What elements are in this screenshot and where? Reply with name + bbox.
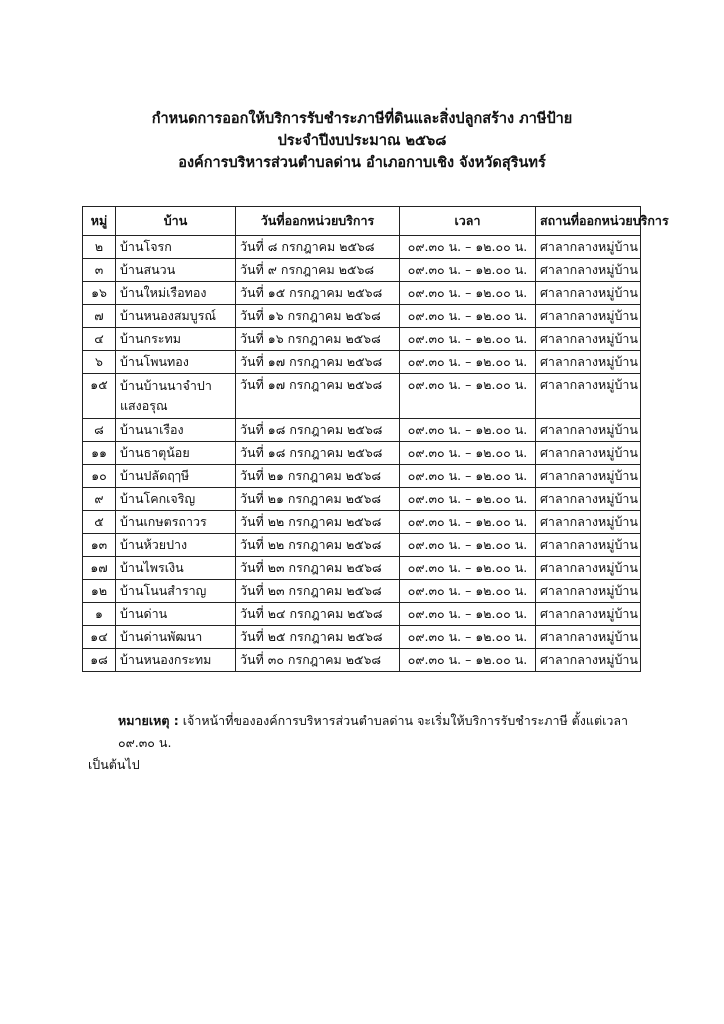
cell-moo: ๙ — [83, 488, 116, 511]
cell-place: ศาลากลางหมู่บ้าน — [536, 488, 641, 511]
cell-moo: ๑๖ — [83, 282, 116, 305]
cell-moo: ๑๘ — [83, 649, 116, 672]
cell-moo: ๑๑ — [83, 442, 116, 465]
cell-moo: ๔ — [83, 328, 116, 351]
cell-moo: ๑๗ — [83, 557, 116, 580]
table-row — [83, 374, 641, 419]
cell-date: วันที่ ๘ กรกฎาคม ๒๕๖๘ — [236, 236, 400, 259]
service-schedule-table — [82, 206, 669, 672]
remark-continuation: เป็นต้นไป — [88, 757, 140, 772]
cell-village: บ้านโจรก — [116, 236, 236, 259]
table-header-row — [83, 207, 641, 236]
table-row — [83, 465, 641, 488]
cell-moo: ๖ — [83, 351, 116, 374]
cell-moo: ๒ — [83, 236, 116, 259]
table-row — [83, 626, 641, 649]
cell-date: วันที่ ๑๘ กรกฎาคม ๒๕๖๘ — [236, 419, 400, 442]
cell-village: บ้านเกษตรถาวร — [116, 511, 236, 534]
cell-place: ศาลากลางหมู่บ้าน — [536, 626, 641, 649]
cell-place: ศาลากลางหมู่บ้าน — [536, 236, 641, 259]
cell-village: บ้านด่านพัฒนา — [116, 626, 236, 649]
cell-date: วันที่ ๒๔ กรกฎาคม ๒๕๖๘ — [236, 603, 400, 626]
cell-place: ศาลากลางหมู่บ้าน — [536, 374, 641, 419]
table-row — [83, 282, 641, 305]
cell-village: บ้านห้วยปาง — [116, 534, 236, 557]
cell-place: ศาลากลางหมู่บ้าน — [536, 419, 641, 442]
cell-time: ๐๙.๓๐ น. – ๑๒.๐๐ น. — [400, 328, 536, 351]
cell-time: ๐๙.๓๐ น. – ๑๒.๐๐ น. — [400, 442, 536, 465]
cell-date: วันที่ ๒๓ กรกฎาคม ๒๕๖๘ — [236, 557, 400, 580]
header-date: วันที่ออกหน่วยบริการ — [236, 207, 400, 236]
cell-time: ๐๙.๓๐ น. – ๑๒.๐๐ น. — [400, 419, 536, 442]
table-row — [83, 236, 641, 259]
table-row — [83, 305, 641, 328]
table-row — [83, 580, 641, 603]
cell-village: บ้านโพนทอง — [116, 351, 236, 374]
cell-village: บ้านหนองสมบูรณ์ — [116, 305, 236, 328]
table-row — [83, 259, 641, 282]
cell-date: วันที่ ๒๑ กรกฎาคม ๒๕๖๘ — [236, 488, 400, 511]
cell-village: บ้านบ้านนาจำปา แสงอรุณ — [116, 374, 236, 419]
cell-moo: ๑๓ — [83, 534, 116, 557]
cell-time: ๐๙.๓๐ น. – ๑๒.๐๐ น. — [400, 603, 536, 626]
cell-date: วันที่ ๓๐ กรกฎาคม ๒๕๖๘ — [236, 649, 400, 672]
cell-village: บ้านโคกเจริญ — [116, 488, 236, 511]
cell-time: ๐๙.๓๐ น. – ๑๒.๐๐ น. — [400, 580, 536, 603]
cell-place: ศาลากลางหมู่บ้าน — [536, 534, 641, 557]
cell-moo: ๓ — [83, 259, 116, 282]
cell-place: ศาลากลางหมู่บ้าน — [536, 603, 641, 626]
document-header — [0, 108, 724, 174]
cell-date: วันที่ ๑๗ กรกฎาคม ๒๕๖๘ — [236, 351, 400, 374]
cell-time: ๐๙.๓๐ น. – ๑๒.๐๐ น. — [400, 511, 536, 534]
cell-place: ศาลากลางหมู่บ้าน — [536, 580, 641, 603]
cell-moo: ๑ — [83, 603, 116, 626]
table-row — [83, 603, 641, 626]
cell-village: บ้านใหม่เรือทอง — [116, 282, 236, 305]
table-row — [83, 488, 641, 511]
fiscal-year-line: ประจำปีงบประมาณ ๒๕๖๘ — [277, 133, 447, 149]
cell-time: ๐๙.๓๐ น. – ๑๒.๐๐ น. — [400, 259, 536, 282]
cell-time: ๐๙.๓๐ น. – ๑๒.๐๐ น. — [400, 649, 536, 672]
cell-place: ศาลากลางหมู่บ้าน — [536, 351, 641, 374]
cell-village: บ้านปลัดฤๅษี — [116, 465, 236, 488]
header-time: เวลา — [400, 207, 536, 236]
cell-place: ศาลากลางหมู่บ้าน — [536, 649, 641, 672]
cell-place: ศาลากลางหมู่บ้าน — [536, 511, 641, 534]
cell-date: วันที่ ๙ กรกฎาคม ๒๕๖๘ — [236, 259, 400, 282]
cell-time: ๐๙.๓๐ น. – ๑๒.๐๐ น. — [400, 374, 536, 419]
remark-text: เจ้าหน้าที่ขององค์การบริหารส่วนตำบลด่าน จะเริ่มให้บริการรับชำระภาษี ตั้งแต่เวลา ๐๙.๓๐ น. — [118, 713, 629, 750]
header-village: บ้าน — [116, 207, 236, 236]
table-row — [83, 511, 641, 534]
cell-place: ศาลากลางหมู่บ้าน — [536, 557, 641, 580]
cell-date: วันที่ ๒๕ กรกฎาคม ๒๕๖๘ — [236, 626, 400, 649]
cell-moo: ๑๒ — [83, 580, 116, 603]
cell-time: ๐๙.๓๐ น. – ๑๒.๐๐ น. — [400, 534, 536, 557]
cell-date: วันที่ ๒๒ กรกฎาคม ๒๕๖๘ — [236, 511, 400, 534]
cell-village: บ้านกระทม — [116, 328, 236, 351]
cell-date: วันที่ ๒๓ กรกฎาคม ๒๕๖๘ — [236, 580, 400, 603]
cell-time: ๐๙.๓๐ น. – ๑๒.๐๐ น. — [400, 557, 536, 580]
header-moo: หมู่ — [83, 207, 116, 236]
table-body — [83, 236, 641, 672]
cell-village: บ้านด่าน — [116, 603, 236, 626]
cell-time: ๐๙.๓๐ น. – ๑๒.๐๐ น. — [400, 236, 536, 259]
cell-village: บ้านสนวน — [116, 259, 236, 282]
table-row — [83, 419, 641, 442]
remark — [88, 710, 648, 776]
cell-moo: ๘ — [83, 419, 116, 442]
cell-place: ศาลากลางหมู่บ้าน — [536, 442, 641, 465]
cell-time: ๐๙.๓๐ น. – ๑๒.๐๐ น. — [400, 465, 536, 488]
cell-date: วันที่ ๑๖ กรกฎาคม ๒๕๖๘ — [236, 328, 400, 351]
cell-place: ศาลากลางหมู่บ้าน — [536, 305, 641, 328]
table-row — [83, 351, 641, 374]
cell-moo: ๕ — [83, 511, 116, 534]
cell-place: ศาลากลางหมู่บ้าน — [536, 465, 641, 488]
table-row — [83, 557, 641, 580]
remark-label: หมายเหตุ : — [118, 713, 179, 728]
cell-place: ศาลากลางหมู่บ้าน — [536, 259, 641, 282]
cell-time: ๐๙.๓๐ น. – ๑๒.๐๐ น. — [400, 351, 536, 374]
table-row — [83, 534, 641, 557]
document-title: กำหนดการออกให้บริการรับชำระภาษีที่ดินและสิ่งปลูกสร้าง ภาษีป้าย — [151, 111, 573, 127]
cell-time: ๐๙.๓๐ น. – ๑๒.๐๐ น. — [400, 305, 536, 328]
organization-line: องค์การบริหารส่วนตำบลด่าน อำเภอกาบเชิง จังหวัดสุรินทร์ — [178, 155, 546, 171]
cell-village: บ้านนาเรือง — [116, 419, 236, 442]
cell-moo: ๑๔ — [83, 626, 116, 649]
cell-time: ๐๙.๓๐ น. – ๑๒.๐๐ น. — [400, 626, 536, 649]
cell-date: วันที่ ๑๘ กรกฎาคม ๒๕๖๘ — [236, 442, 400, 465]
table-row — [83, 649, 641, 672]
cell-moo: ๗ — [83, 305, 116, 328]
cell-date: วันที่ ๑๗ กรกฎาคม ๒๕๖๘ — [236, 374, 400, 419]
cell-place: ศาลากลางหมู่บ้าน — [536, 328, 641, 351]
cell-moo: ๑๐ — [83, 465, 116, 488]
cell-time: ๐๙.๓๐ น. – ๑๒.๐๐ น. — [400, 488, 536, 511]
cell-moo: ๑๕ — [83, 374, 116, 419]
table-row — [83, 442, 641, 465]
cell-village: บ้านโนนสำราญ — [116, 580, 236, 603]
header-place: สถานที่ออกหน่วยบริการ — [536, 207, 641, 236]
cell-date: วันที่ ๒๒ กรกฎาคม ๒๕๖๘ — [236, 534, 400, 557]
cell-date: วันที่ ๑๕ กรกฎาคม ๒๕๖๘ — [236, 282, 400, 305]
table-row — [83, 328, 641, 351]
cell-date: วันที่ ๒๑ กรกฎาคม ๒๕๖๘ — [236, 465, 400, 488]
cell-date: วันที่ ๑๖ กรกฎาคม ๒๕๖๘ — [236, 305, 400, 328]
cell-village: บ้านหนองกระทม — [116, 649, 236, 672]
cell-time: ๐๙.๓๐ น. – ๑๒.๐๐ น. — [400, 282, 536, 305]
cell-village: บ้านธาตุน้อย — [116, 442, 236, 465]
cell-village: บ้านไพรเงิน — [116, 557, 236, 580]
cell-place: ศาลากลางหมู่บ้าน — [536, 282, 641, 305]
